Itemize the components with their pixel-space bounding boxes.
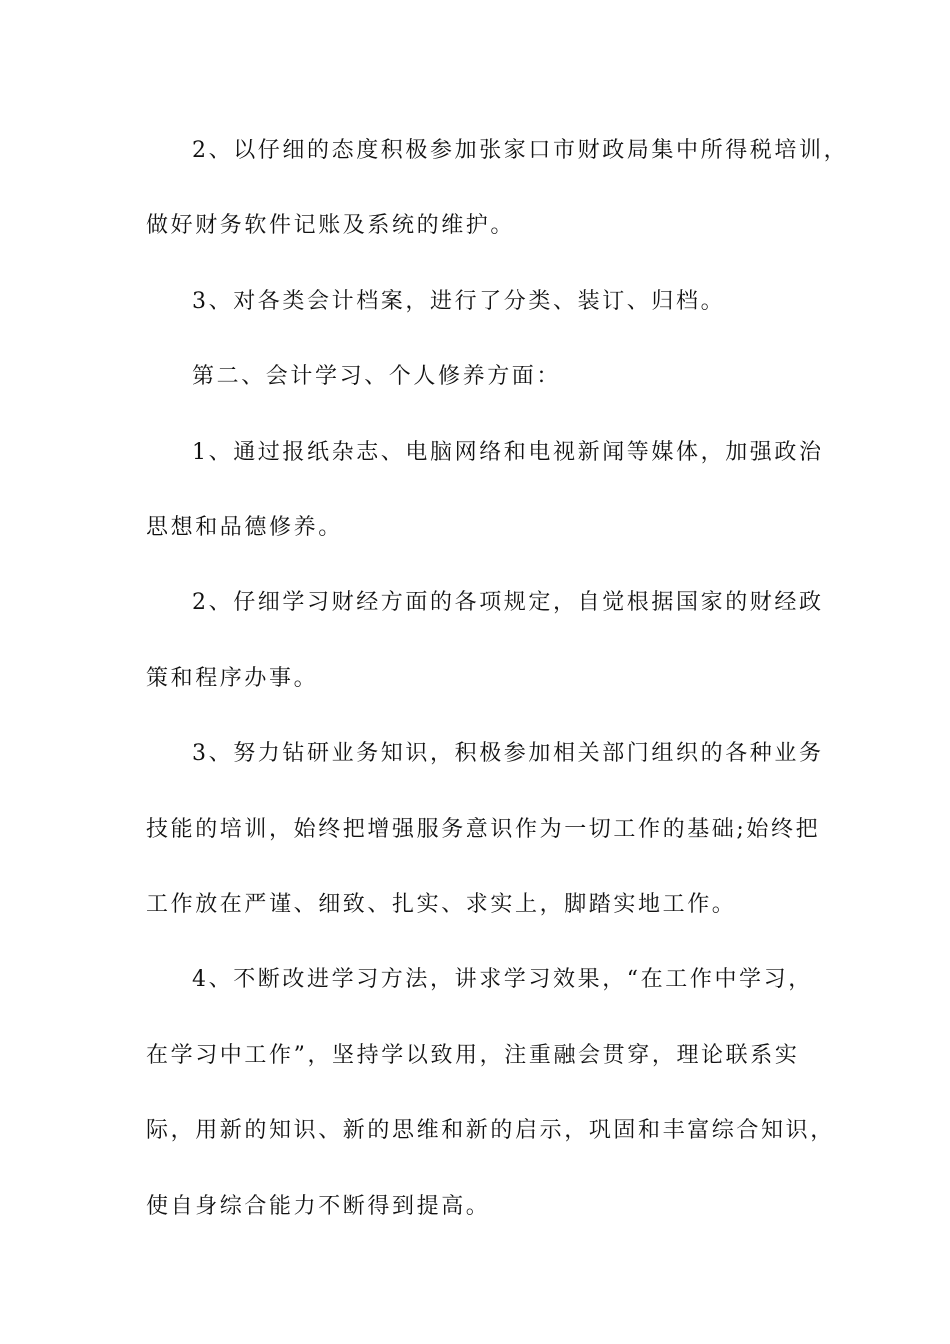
paragraph-2-line-1: 2、以仔细的态度积极参加张家口市财政局集中所得税培训， — [192, 138, 849, 163]
study-item-2-line-1: 2、仔细学习财经方面的各项规定，自觉根据国家的财经政 — [192, 590, 824, 615]
study-item-4-line-2: 在学习中工作”，坚持学以致用，注重融会贯穿，理论联系实 — [146, 1043, 800, 1068]
study-item-1-line-1: 1、通过报纸杂志、电脑网络和电视新闻等媒体，加强政治 — [192, 440, 824, 465]
section-heading: 第二、会计学习、个人修养方面： — [192, 364, 562, 389]
study-item-3-line-3: 工作放在严谨、细致、扎实、求实上，脚踏实地工作。 — [146, 892, 737, 917]
study-item-4-line-3: 际，用新的知识、新的思维和新的启示，巩固和丰富综合知识， — [146, 1118, 835, 1143]
study-item-3-line-1: 3、努力钻研业务知识，积极参加相关部门组织的各种业务 — [192, 741, 824, 766]
study-item-3-line-2: 技能的培训，始终把增强服务意识作为一切工作的基础;始终把 — [146, 817, 821, 842]
paragraph-3: 3、对各类会计档案，进行了分类、装订、归档。 — [192, 289, 726, 314]
paragraph-2-line-2: 做好财务软件记账及系统的维护。 — [146, 213, 516, 238]
study-item-4-line-4: 使自身综合能力不断得到提高。 — [146, 1194, 491, 1219]
study-item-1-line-2: 思想和品德修养。 — [146, 515, 343, 540]
study-item-2-line-2: 策和程序办事。 — [146, 666, 319, 691]
study-item-4-line-1: 4、不断改进学习方法，讲求学习效果，“在工作中学习， — [192, 967, 813, 992]
